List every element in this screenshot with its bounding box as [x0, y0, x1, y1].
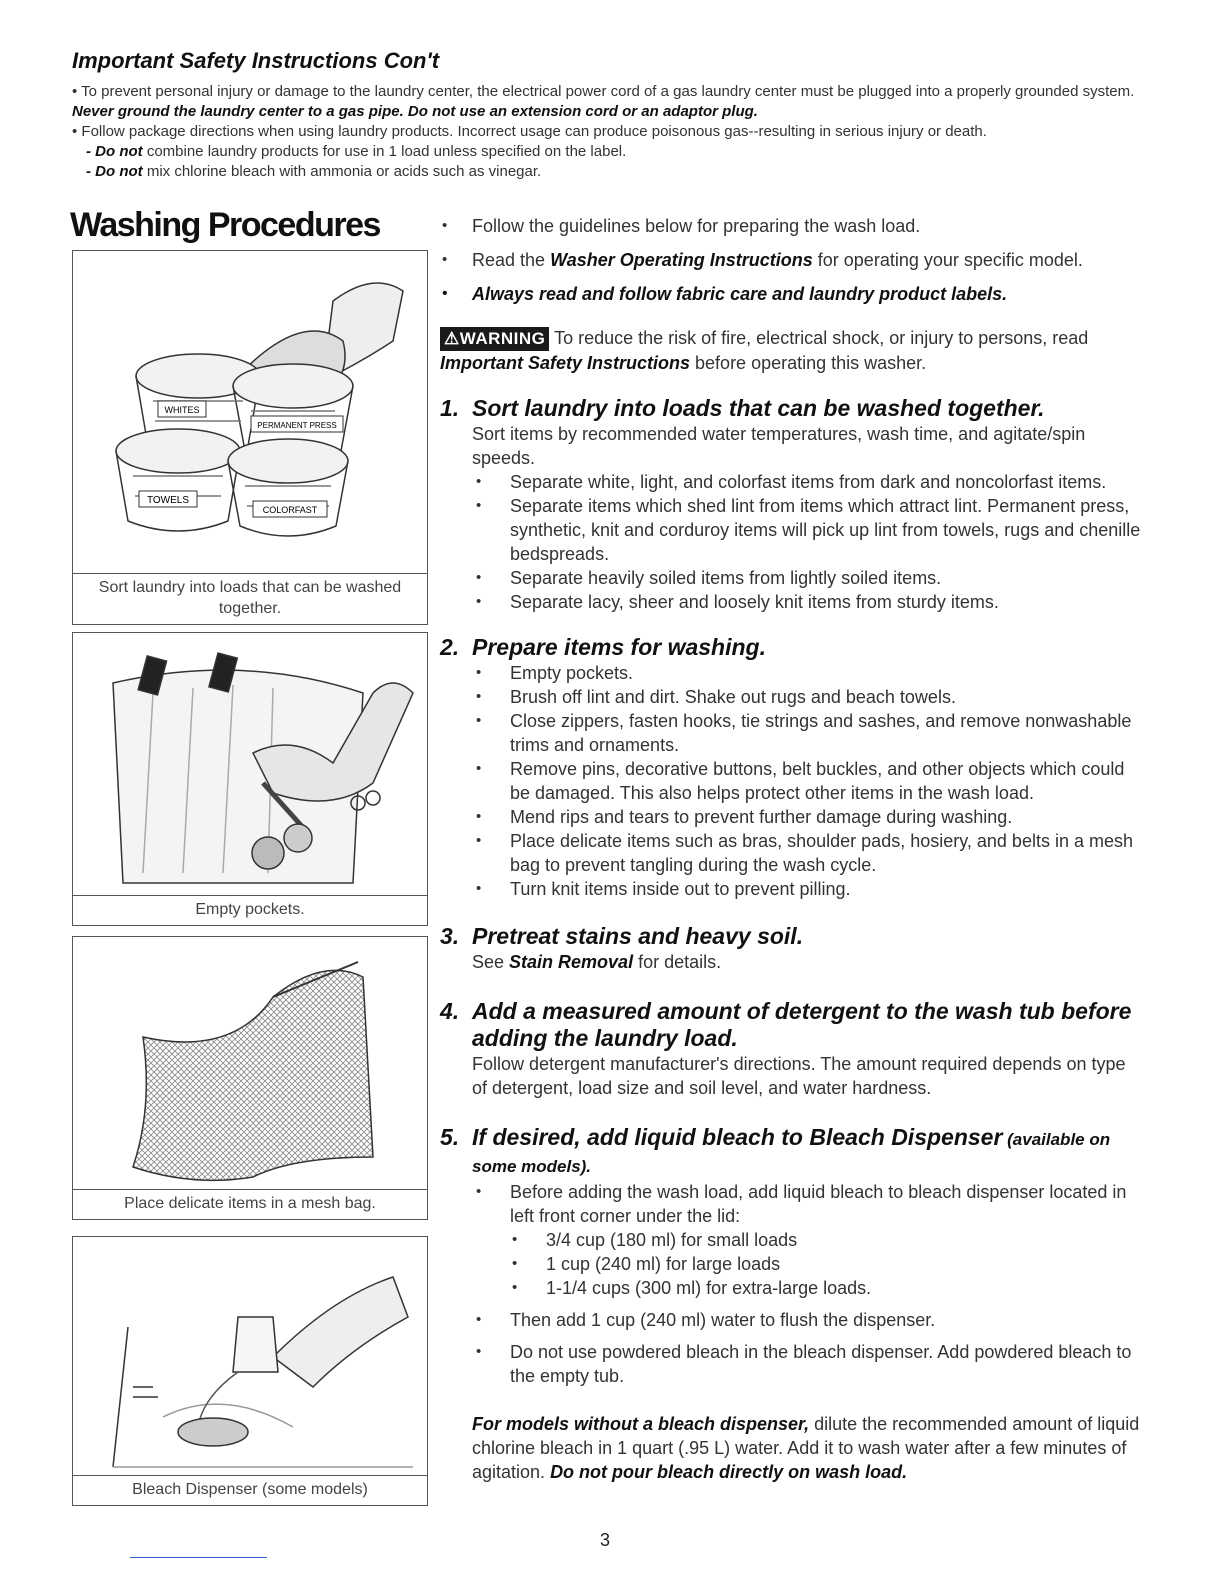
step-1-title: 1. Sort laundry into loads that can be washed together. [440, 395, 1045, 421]
basket-label-whites: WHITES [164, 405, 200, 415]
step-1 [440, 395, 1144, 614]
safety-dont-1: - Do not combine laundry products for use in 1 load unless specified on the label. [86, 143, 627, 160]
figure-mesh-bag [72, 936, 428, 1220]
figure-caption-sort: Sort laundry into loads that can be washed together. [73, 573, 427, 624]
step-1-item: • Separate heavily soiled items from lightly soiled items. [472, 566, 1144, 590]
step-2-item: • Brush off lint and dirt. Shake out rugs and beach towels. [472, 685, 1144, 709]
step-4-body: Follow detergent manufacturer's directions. The amount required depends on type of detergent, load size and soil level, and water hardness. [472, 1054, 1126, 1098]
step-1-item: • Separate white, light, and colorfast items from dark and noncolorfast items. [472, 470, 1144, 494]
step-2 [440, 634, 1144, 901]
footer-rule [130, 1557, 267, 1558]
step-2-item: • Remove pins, decorative buttons, belt buckles, and other objects which could be damaged. This also helps protect other items in the wash load. [472, 757, 1144, 805]
bleach-dispenser-illustration [73, 1237, 427, 1475]
laundry-baskets-illustration [73, 251, 427, 573]
warning-notice: ⚠WARNING To reduce the risk of fire, electrical shock, or injury to persons, read Important Safety Instructions before operating this washer. [440, 328, 1089, 373]
safety-dont-2: - Do not mix chlorine bleach with ammonia or acids such as vinegar. [86, 163, 542, 180]
page-number: 3 [600, 1530, 611, 1550]
page-title: Washing Procedures [70, 206, 380, 244]
step-2-item: • Close zippers, fasten hooks, tie strings and sashes, and remove nonwashable trims and ornaments. [472, 709, 1144, 757]
figure-sort-laundry [72, 250, 428, 625]
bleach-amount: • 3/4 cup (180 ml) for small loads [472, 1228, 1144, 1252]
warning-badge: ⚠WARNING [440, 327, 549, 351]
basket-label-towels: TOWELS [146, 495, 190, 506]
safety-paragraph-1: • To prevent personal injury or damage to the laundry center, the electrical power cord of a gas laundry center must be plugged into a properly grounded system. Never ground the laundry center to a gas pipe. Do not use an extension cord or an adaptor plug. [72, 83, 1135, 120]
step-3 [440, 923, 1144, 974]
safety-paragraph-2: • Follow package directions when using laundry products. Incorrect usage can produce poisonous gas--resulting in serious injury or death. [72, 123, 987, 140]
step-3-title: 3. Pretreat stains and heavy soil. [440, 923, 804, 949]
step-2-item: • Place delicate items such as bras, shoulder pads, hosiery, and belts in a mesh bag to prevent tangling during the wash cycle. [472, 829, 1144, 877]
step-2-item: • Turn knit items inside out to prevent pilling. [472, 877, 1144, 901]
intro-bullet-3: • Always read and follow fabric care and laundry product labels. [440, 282, 1144, 306]
intro-bullet-1: • Follow the guidelines below for preparing the wash load. [440, 214, 1144, 238]
step-4-title: 4. Add a measured amount of detergent to the wash tub before adding the laundry load. [440, 998, 1132, 1051]
safety-instructions [72, 82, 1152, 182]
step-1-item: • Separate lacy, sheer and loosely knit items from sturdy items. [472, 590, 1144, 614]
basket-label-permanent-press: PERMANENT PRESS [257, 421, 337, 430]
safety-section-title: Important Safety Instructions Con't [72, 48, 440, 73]
bleach-amount: • 1-1/4 cups (300 ml) for extra-large loads. [472, 1276, 1144, 1300]
step-5-item: • Then add 1 cup (240 ml) water to flush the dispenser. [472, 1308, 1144, 1332]
step-5-title: 5. If desired, add liquid bleach to Bleach Dispenser (available on some models). [440, 1124, 1111, 1176]
basket-label-colorfast: COLORFAST [262, 505, 318, 515]
step-2-title: 2. Prepare items for washing. [440, 634, 766, 660]
step-1-item: • Separate items which shed lint from items which attract lint. Permanent press, synthetic, knit and corduroy items will pick up lint from towels, rugs and chenille bedspreads. [472, 494, 1144, 566]
figure-empty-pockets [72, 632, 428, 926]
step-1-body: Sort items by recommended water temperatures, wash time, and agitate/spin speeds. [472, 424, 1086, 468]
step-2-item: • Empty pockets. [472, 661, 1144, 685]
figure-caption-bleach: Bleach Dispenser (some models) [73, 1475, 427, 1505]
step-5-item: • Before adding the wash load, add liquid bleach to bleach dispenser located in left front corner under the lid: [472, 1180, 1144, 1228]
figure-bleach-dispenser [72, 1236, 428, 1506]
step-3-body: See Stain Removal for details. [472, 952, 722, 972]
bleach-amount: • 1 cup (240 ml) for large loads [472, 1252, 1144, 1276]
procedures-content [440, 214, 1144, 1484]
figure-caption-mesh: Place delicate items in a mesh bag. [73, 1189, 427, 1219]
figure-caption-pockets: Empty pockets. [73, 895, 427, 925]
step-5-item: • Do not use powdered bleach in the bleach dispenser. Add powdered bleach to the empty tub. [472, 1340, 1144, 1388]
step-4 [440, 998, 1144, 1100]
empty-pockets-illustration [73, 633, 427, 895]
step-2-item: • Mend rips and tears to prevent further damage during washing. [472, 805, 1144, 829]
intro-bullet-2: • Read the Washer Operating Instructions for operating your specific model. [440, 248, 1144, 272]
step-5 [440, 1124, 1144, 1484]
mesh-bag-illustration [73, 937, 427, 1189]
no-dispenser-note: For models without a bleach dispenser, dilute the recommended amount of liquid chlorine bleach in 1 quart (.95 L) water. Add it to wash water after a few minutes of agitation. Do not pour bleach directly on wash load. [472, 1414, 1140, 1482]
